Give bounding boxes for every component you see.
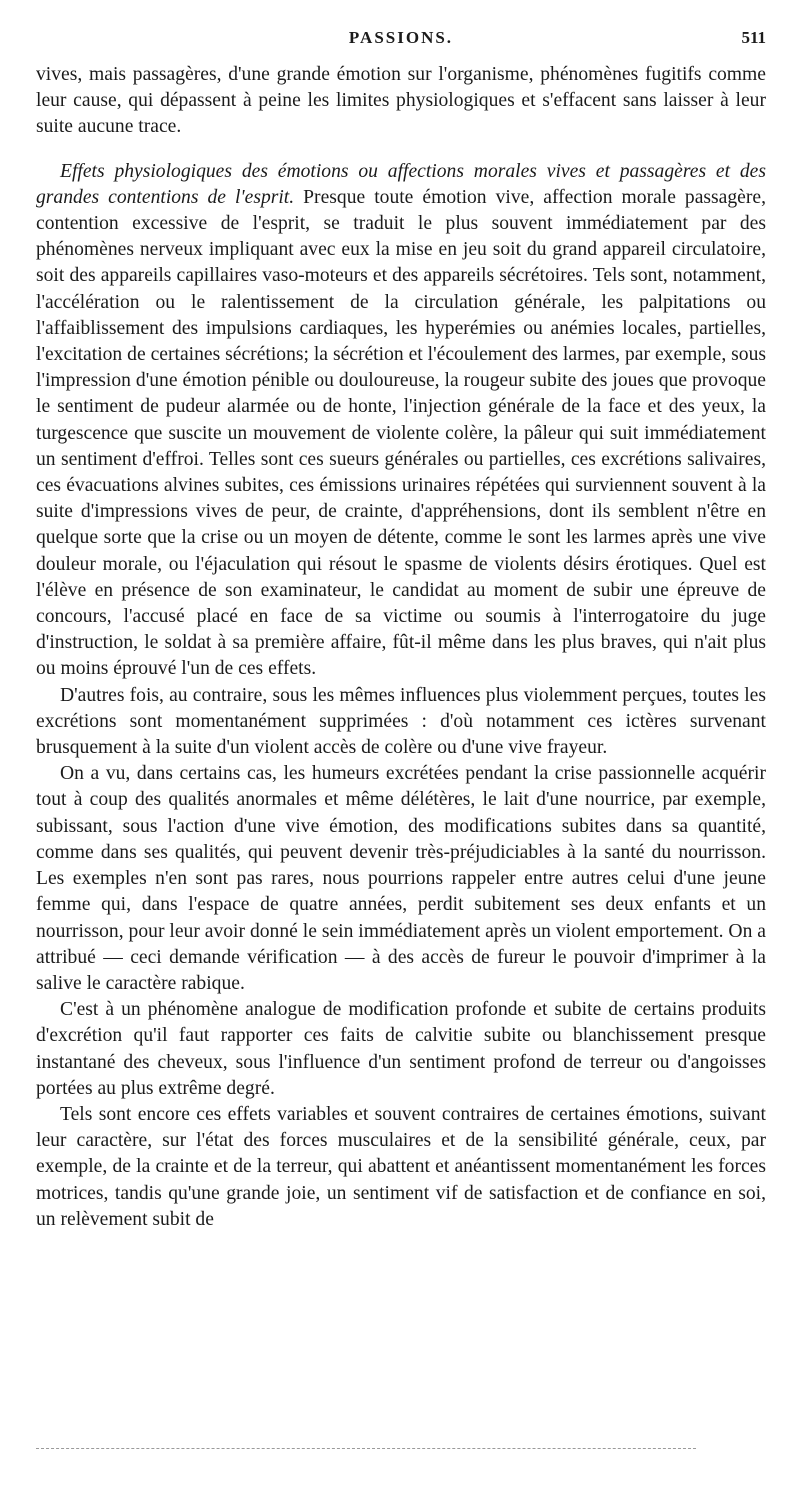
- paragraph: C'est à un phénomène analogue de modification profonde et subite de certains produits d'excrétion qu'il faut rapporter ces faits de calvitie subite ou blanchissement presque instantané des cheveux, sous l'influence d'un sentiment profond de terreur ou d'angoisses portées au plus extrême degré.: [36, 999, 766, 1099]
- running-title: PASSIONS.: [348, 28, 454, 47]
- paragraph: On a vu, dans certains cas, les humeurs excrétées pendant la crise passionnelle acquérir tout à coup des qualités anormales et même délétères, le lait d'une nourrice, par exemple, subissant, sous l'action d'une vive émotion, des modifications subites dans sa quantité, comme dans ses qualités, qui peuvent devenir très-préjudiciables à la santé du nourrisson. Les exemples n'en sont pas rares, nous pourrions rappeler entre autres celui d'une jeune femme qui, dans l'espace de quatre années, perdit subitement ses deux enfants et un nourrisson, pour leur avoir donné le sein immédiatement après un violent emportement. On a attribué — ceci demande vérification — à des accès de fureur le pouvoir d'imprimer à la salive le caractère rabique.: [36, 763, 766, 994]
- section-heading: Effets physiologiques des émotions ou affections morales vives et passagères et des grandes contentions de l'esprit.: [36, 160, 766, 208]
- paragraph-continuation: vives, mais passagères, d'une grande émotion sur l'organisme, phénomènes fugitifs comme leur cause, qui dépassent à peine les limites physiologiques et s'effacent sans laisser à leur suite aucune trace.: [36, 64, 766, 138]
- paragraph: Tels sont encore ces effets variables et souvent contraires de certaines émotions, suivant leur caractère, sur l'état des forces musculaires et de la sensibilité générale, ceux, par exemple, de la crainte et de la terreur, qui abattent et anéantissent momentanément les forces motrices, tandis qu'une grande joie, un sentiment vif de satisfaction et de confiance en soi, un relèvement subit de: [36, 1103, 766, 1230]
- page-number: 511: [741, 28, 766, 47]
- section-text: Presque toute émotion vive, affection morale passagère, contention excessive de l'esprit, se traduit le plus souvent immédiatement par des phénomènes nerveux impliquant avec eux la mise en jeu soit du grand appareil circulatoire, soit des appareils capillaires vaso-moteurs et des appareils sécrétoires. Tels sont, notamment, l'accélération ou le ralentissement de la circulation générale, les palpitations ou l'affaiblissement des impulsions cardiaques, les hyperémies ou anémies locales, partielles, l'excitation de certaines sécrétions; la sécrétion et l'écoulement des larmes, par exemple, sous l'impression d'une émotion pénible ou douloureuse, la rougeur subite des joues que provoque le sentiment de pudeur alarmée ou de honte, l'injection générale de la face et des yeux, la turgescence que suscite un mouvement de violente colère, la pâleur qui suit immédiatement un sentiment d'effroi. Telles sont ces sueurs générales ou partielles, ces excrétions salivaires, ces évacuations alvines subites, ces émissions urinaires répétées qui surviennent souvent à la suite d'impressions vives de peur, de crainte, d'appréhensions, dont ils semblent n'être en quelque sorte que la crise ou un moyen de détente, comme le sont les larmes après une vive douleur morale, ou l'éjaculation qui résout le spasme de violents désirs érotiques. Quel est l'élève en présence de son examinateur, le candidat au moment de subir une épreuve de concours, l'accusé placé en face de sa victime ou soumis à l'interrogatoire du juge d'instruction, le soldat à sa première affaire, fût-il même dans les plus braves, qui n'ait plus ou moins éprouvé l'un de ces effets.: [36, 186, 766, 680]
- running-head: [36, 28, 766, 52]
- footer-rule: [36, 1448, 696, 1449]
- body-text: [36, 62, 766, 1233]
- paragraph-section: [36, 159, 766, 683]
- paragraph: D'autres fois, au contraire, sous les mêmes influences plus violemment perçues, toutes les excrétions sont momentanément supprimées : d'où notamment ces ictères survenant brusquement à la suite d'un violent accès de colère ou d'une vive frayeur.: [36, 684, 766, 759]
